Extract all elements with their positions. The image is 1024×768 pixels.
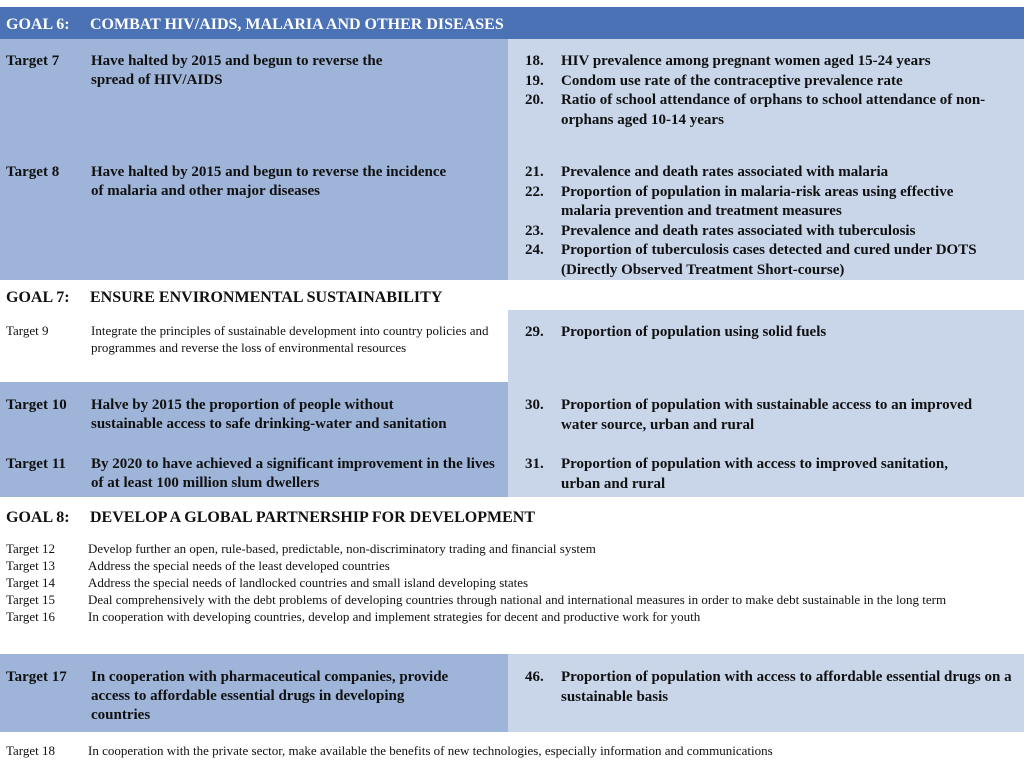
target-label: Target 8 [6, 164, 60, 180]
target-label: Target 11 [6, 456, 66, 472]
target-text: Integrate the principles of sustainable development into country policies and programmes and reverse the loss of environmental resources [91, 323, 489, 355]
indicator-number: 46. [525, 669, 544, 685]
target-text: Develop further an open, rule-based, predictable, non-discriminatory trading and financial system [88, 541, 596, 556]
target-label: Target 13 [6, 558, 56, 573]
target-label: Target 17 [6, 669, 67, 685]
indicator-item [525, 323, 1015, 343]
indicator-text: Proportion of population with sustainable access to an improved water source, urban and rural [561, 397, 973, 433]
target-label: Target 15 [6, 592, 56, 607]
indicator-number: 18. [525, 53, 544, 69]
indicator-text: Ratio of school attendance of orphans to school attendance of non-orphans aged 10-14 years [561, 92, 986, 128]
goal-6-header [0, 7, 1024, 39]
target-row-17 [0, 654, 1024, 732]
target-label: Target 10 [6, 397, 67, 413]
goal-7-header [0, 280, 1024, 310]
target-text: Deal comprehensively with the debt problems of developing countries through national and international measures in order to make debt sustainable in the long term [88, 592, 947, 607]
indicator-text: Proportion of tuberculosis cases detected and cured under DOTS (Directly Observed Treatment Short-course) [561, 242, 977, 278]
indicator-item [525, 668, 1015, 707]
indicator-list [525, 455, 1015, 494]
target-row-11 [0, 454, 1024, 497]
target-text: Address the special needs of the least developed countries [88, 558, 390, 573]
list-item [0, 557, 1024, 574]
indicator-list [525, 396, 1015, 435]
indicator-number: 24. [525, 242, 544, 258]
target-label: Target 18 [6, 743, 56, 758]
indicator-text: Proportion of population with access to affordable essential drugs on a sustainable basis [561, 669, 1012, 705]
target-text: Address the special needs of landlocked countries and small island developing states [88, 575, 529, 590]
target-row-10 [0, 382, 1024, 454]
indicator-list [525, 323, 1015, 343]
target-label: Target 14 [6, 575, 56, 590]
target-text: In cooperation with pharmaceutical companies, provide access to affordable essential drugs in developing countries [91, 669, 449, 723]
list-item [0, 540, 1024, 557]
indicator-number: 19. [525, 72, 544, 89]
target-text: In cooperation with the private sector, make available the benefits of new technologies, especially information and communications [88, 743, 773, 758]
goal-number: GOAL 8: [6, 509, 70, 526]
goal-8-header [0, 497, 1024, 537]
target-label: Target 9 [6, 323, 49, 338]
indicator-text: Proportion of population in malaria-risk areas using effective malaria prevention and treatment measures [561, 183, 954, 219]
list-item [0, 591, 1024, 608]
indicator-number: 21. [525, 164, 544, 180]
target-row-9 [0, 310, 1024, 382]
target-label: Target 16 [6, 609, 56, 624]
indicator-item [525, 396, 1011, 435]
target-text: In cooperation with developing countries, develop and implement strategies for decent and productive work for youth [88, 609, 701, 624]
indicator-text: Prevalence and death rates associated with tuberculosis [561, 222, 916, 239]
indicator-list [525, 668, 1015, 707]
indicator-text: Prevalence and death rates associated with malaria [561, 164, 889, 180]
goal-title: COMBAT HIV/AIDS, MALARIA AND OTHER DISEASES [90, 16, 504, 33]
indicator-number: 30. [525, 397, 544, 413]
indicator-item [525, 163, 1015, 183]
target-text: Halve by 2015 the proportion of people without sustainable access to safe drinking-water and sanitation [91, 397, 447, 432]
target-row-8 [0, 149, 1024, 280]
indicator-item [525, 72, 1015, 92]
indicator-item [525, 222, 1015, 242]
indicator-number: 29. [525, 324, 544, 340]
indicator-text: Condom use rate of the contraceptive prevalence rate [561, 72, 903, 89]
goal-number: GOAL 6: [6, 16, 70, 33]
target-list [0, 540, 1024, 625]
list-item [0, 608, 1024, 625]
goal-title: DEVELOP A GLOBAL PARTNERSHIP FOR DEVELOPMENT [90, 509, 535, 526]
goal-number: GOAL 7: [6, 289, 70, 306]
target-label: Target 12 [6, 541, 56, 556]
indicator-item [525, 241, 1024, 280]
indicator-text: Proportion of population with access to improved sanitation, urban and rural [561, 456, 948, 492]
indicator-text: HIV prevalence among pregnant women aged 15-24 years [561, 53, 931, 69]
indicator-item [525, 52, 1015, 72]
top-strip [0, 0, 1024, 7]
indicator-item [525, 91, 1015, 130]
target-text: Have halted by 2015 and begun to reverse the spread of HIV/AIDS [91, 53, 383, 88]
goal-title: ENSURE ENVIRONMENTAL SUSTAINABILITY [90, 289, 443, 306]
list-item [0, 574, 1024, 591]
target-row-7 [0, 39, 1024, 149]
target-text: Have halted by 2015 and begun to reverse the incidence of malaria and other major diseases [91, 164, 447, 199]
target-label: Target 7 [6, 53, 60, 69]
indicator-number: 31. [525, 456, 544, 472]
indicator-cell [508, 310, 1024, 382]
indicator-number: 22. [525, 183, 544, 200]
target-text: By 2020 to have achieved a significant improvement in the lives of at least 100 million slum dwellers [91, 456, 495, 491]
indicator-item [525, 455, 981, 494]
indicator-number: 23. [525, 222, 544, 239]
indicator-number: 20. [525, 92, 544, 108]
indicator-item [525, 183, 1001, 222]
indicator-list [525, 163, 1015, 280]
indicator-text: Proportion of population using solid fuels [561, 324, 827, 340]
indicator-list [525, 52, 1015, 130]
